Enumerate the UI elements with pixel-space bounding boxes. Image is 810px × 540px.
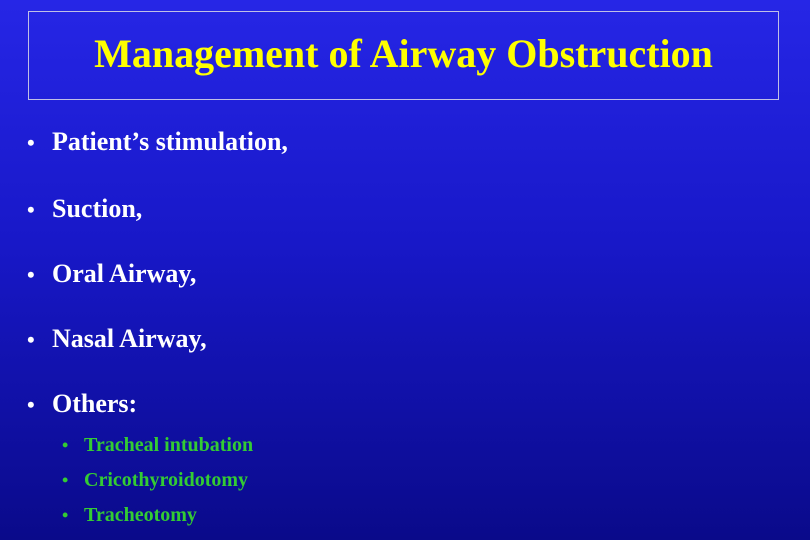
bullet-text: Others: — [52, 389, 138, 418]
bullet-dot-icon: • — [27, 130, 35, 155]
bullet-text: Oral Airway, — [52, 259, 197, 288]
slide-title: Management of Airway Obstruction — [94, 30, 713, 76]
bullet-item-oral-airway — [27, 261, 196, 287]
bullet-item-others — [27, 391, 137, 417]
bullet-item-nasal-airway — [27, 326, 207, 352]
sub-bullet-text: Tracheal intubation — [84, 434, 254, 456]
bullet-text: Nasal Airway, — [52, 324, 207, 353]
sub-bullet-dot-icon: • — [62, 435, 69, 455]
bullet-dot-icon: • — [27, 392, 35, 417]
bullet-dot-icon: • — [27, 327, 35, 352]
sub-bullet-dot-icon: • — [62, 470, 69, 490]
bullet-dot-icon: • — [27, 262, 35, 287]
bullet-item-suction — [27, 196, 142, 222]
sub-bullet-item-tracheotomy — [62, 505, 197, 525]
sub-bullet-text: Cricothyroidotomy — [84, 469, 249, 491]
sub-bullet-dot-icon: • — [62, 505, 69, 525]
bullet-item-patient-stimulation — [27, 129, 288, 155]
sub-bullet-item-tracheal-intubation — [62, 435, 253, 455]
bullet-text: Patient’s stimulation, — [52, 127, 288, 156]
sub-bullet-item-cricothyroidotomy — [62, 470, 248, 490]
sub-bullet-text: Tracheotomy — [84, 504, 197, 526]
bullet-text: Suction, — [52, 194, 143, 223]
bullet-dot-icon: • — [27, 197, 35, 222]
